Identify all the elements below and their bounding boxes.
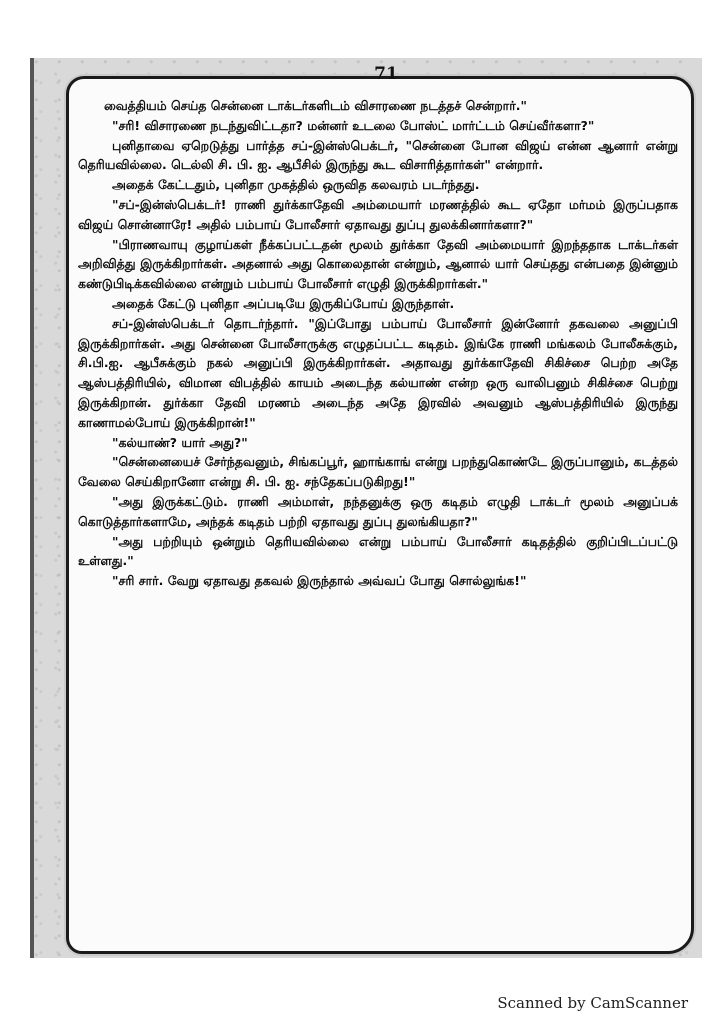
page-number: 71: [374, 64, 398, 84]
paragraph: புனிதாவை ஏறெடுத்து பார்த்த சப்-இன்ஸ்பெக்டர், "சென்னை போன விஜய் என்ன ஆனார் என்று தெரியவில்லை. டெல்லி சி. பி. ஐ. ஆபீசில் இருந்து கூட விசாரித்தார்கள்" என்றார்.: [78, 137, 678, 173]
paragraph: "சப்-இன்ஸ்பெக்டர்! ராணி துர்க்காதேவி அம்மையார் மரணத்தில் கூட ஏதோ மர்மம் இருப்பதாக விஜய் சொன்னாரே! அதில் பம்பாய் போலீசார் ஏதாவது துப்பு துலக்கினார்களா?": [78, 196, 678, 232]
paragraph: "அது இருக்கட்டும். ராணி அம்மாள், நந்தனுக்கு ஒரு கடிதம் எழுதி டாக்டர் மூலம் அனுப்பக் கொடுத்தார்களாமே, அந்தக் கடிதம் பற்றி ஏதாவது துப்பு துலங்கியதா?": [78, 493, 678, 529]
paragraph: சப்-இன்ஸ்பெக்டர் தொடர்ந்தார். "இப்போது பம்பாய் போலீசார் இன்னோர் தகவலை அனுப்பி இருக்கிறார்கள். அது சென்னை போலீசாருக்கு எழுதப்பட்ட கடிதம். இங்கே ராணி மங்கலம் போலீசுக்கும், சி.பி.ஐ. ஆபீசுக்கும் நகல் அனுப்பி இருக்கிறார்கள். அதாவது துர்க்காதேவி சிகிச்சை பெற்ற அதே ஆஸ்பத்திரியில், விமான விபத்தில் காயம் அடைந்த கல்யாண் என்ற ஒரு வாலிபனும் சிகிச்சை பெற்று இருக்கிறான். துர்க்கா தேவி மரணம் அடைந்த அதே இரவில் அவனும் ஆஸ்பத்திரியில் இருந்து காணாமல்போய் இருக்கிறான்!": [78, 315, 678, 430]
paragraph: "கல்யாண்? யார் அது?": [112, 434, 248, 450]
paragraph: அதைக் கேட்டு புனிதா அப்படியே இருகிப்போய் இருந்தாள்.: [112, 295, 455, 311]
paragraph: அதைக் கேட்டதும், புனிதா முகத்தில் ஒருவித கலவரம் படர்ந்தது.: [112, 177, 480, 193]
paragraph: "சரி! விசாரணை நடந்துவிட்டதா? மன்னர் உடலை போஸ்ட் மார்ட்டம் செய்வீர்களா?": [112, 117, 595, 133]
paragraph: "பிராணவாயு குழாய்கள் நீக்கப்பட்டதன் மூலம் துர்க்கா தேவி அம்மையார் இறந்ததாக டாக்டர்கள் அறிவித்து இருக்கிறார்கள். அதனால் அது கொலைதான் என்றும், ஆனால் யார் செய்தது என்பதை இன்னும் கண்டுபிடிக்கவில்லை என்றும் பம்பாய் போலீசார் எழுதி இருக்கிறார்கள்.": [78, 236, 678, 292]
paragraph: "சரி சார். வேறு ஏதாவது தகவல் இருந்தால் அவ்வப் போது சொல்லுங்க!": [112, 573, 527, 589]
body-text: [78, 96, 678, 591]
paragraph: வைத்தியம் செய்த சென்னை டாக்டர்களிடம் விசாரணை நடத்தச் சென்றார்.": [104, 98, 527, 113]
paragraph: "சென்னையைச் சேர்ந்தவனும், சிங்கப்பூர், ஹாங்காங் என்று பறந்துகொண்டே இருப்பானும், கடத்தல் வேலை செய்கிறானோ என்று சி. பி. ஐ. சந்தேகப்படுகிறது!": [78, 454, 678, 490]
paragraph: "அது பற்றியும் ஒன்றும் தெரியவில்லை என்று பம்பாய் போலீசார் கடிதத்தில் குறிப்பிடப்பட்டு உள்ளது.": [78, 533, 678, 569]
scanner-watermark: Scanned by CamScanner: [497, 994, 688, 1012]
